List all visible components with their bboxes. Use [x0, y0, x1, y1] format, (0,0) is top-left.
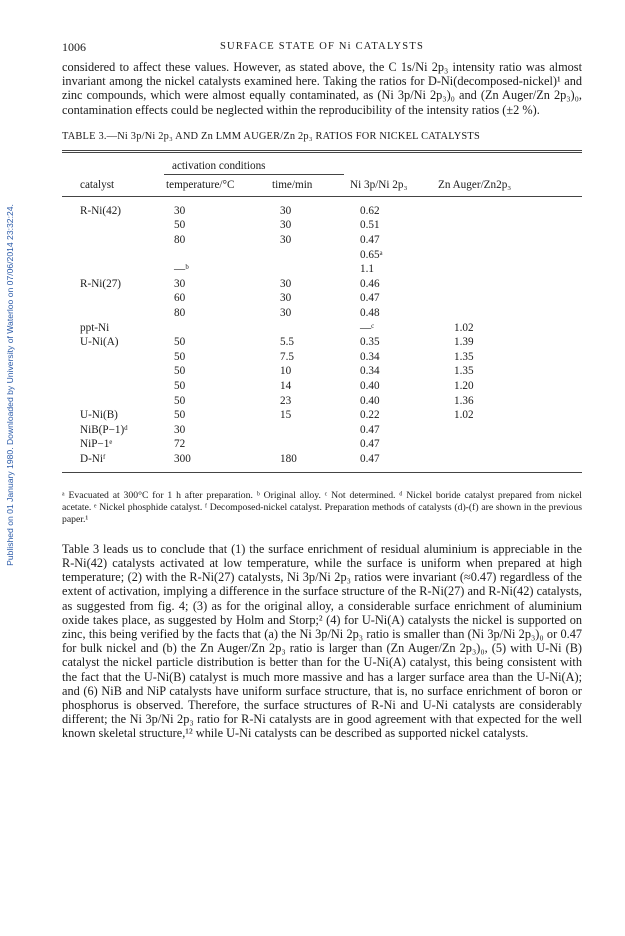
cell-time: 30	[280, 277, 292, 290]
cell-ni-ratio: 0.62	[360, 204, 380, 217]
intro-paragraph: considered to affect these values. However, as stated above, the C 1s/Ni 2p₃ intensity ratio was almost invariant among the nickel catalysts examined here. Taking the ratios for D-Ni(decomposed-nickel)¹ and zinc compounds, which were almost equally contaminated, as (Ni 3p/Ni 2p₃)₀ and (Zn Auger/Zn 2p₃)₀, contamination effects could be neglected within the reproducibility of the intensity ratios (±2 %).	[62, 60, 582, 117]
cell-catalyst: U-Ni(B)	[80, 409, 118, 422]
cell-catalyst: U-Ni(A)	[80, 336, 119, 349]
running-title: SURFACE STATE OF Ni CATALYSTS	[220, 41, 424, 52]
cell-zn-ratio: 1.35	[454, 350, 474, 363]
cell-temperature: 50	[174, 409, 186, 422]
cell-temperature: 80	[174, 234, 186, 246]
cell-temperature: 300	[174, 453, 191, 465]
cell-ni-ratio: 0.40	[360, 380, 380, 392]
cell-ni-ratio: 0.47	[360, 234, 380, 246]
cell-ni-ratio: 0.46	[360, 277, 380, 290]
cell-time: 30	[280, 292, 292, 305]
cell-ni-ratio: 0.47	[360, 423, 380, 436]
page-number: 1006	[62, 40, 86, 54]
cell-catalyst: D-Niᶠ	[80, 453, 106, 465]
cell-zn-ratio: 1.02	[454, 321, 474, 334]
col-header-zn-ratio: Zn Auger/Zn2p₃	[438, 178, 512, 191]
table-top-rule-double	[62, 152, 582, 153]
cell-time: 10	[280, 365, 292, 378]
cell-time: 23	[280, 394, 292, 407]
download-watermark	[2, 150, 18, 620]
download-watermark-text: Published on 01 January 1980. Downloaded by University of Waterloo on 07/06/2014 23:32:24.	[5, 204, 15, 566]
cell-temperature: 50	[174, 394, 186, 407]
conclusion-paragraph: Table 3 leads us to conclude that (1) the surface enrichment of residual aluminium is appreciable in the R-Ni(42) catalysts activated at low temperature, while the surface is uniform when prepared at high temperature; (2) with the R-Ni(27) catalysts, Ni 3p/Ni 2p₃ ratios were invariant (≈0.47) regardless of the extent of activation, implying a difference in the surface structure of the R-Ni(27) and R-Ni(42) catalysts, as suggested from fig. 4; (3) as for the original alloy, a considerable surface enrichment of aluminium oxide takes place, as suggested by Holm and Storp;² (4) for U-Ni(A) catalysts the nickel is supported on zinc, this being verified by the facts that (a) the Ni 3p/Ni 2p₃ ratio is smaller than (Ni 3p/Ni 2p₃)₀ or 0.47 for bulk nickel and (b) the Zn Auger/Zn 2p₃ ratio is larger than (Zn Auger/Zn 2p₃)₀, (5) with U-Ni (B) catalyst the nickel particle distribution is better than for the U-Ni(A) catalyst, this being consistent with the fact that the U-Ni(B) catalyst is much more massive and has a larger surface area than the U-Ni(A); and (6) NiB and NiP catalysts have uniform surface structure, that is, no surface enrichment of boron or phosphorus is observed. Therefore, the surface structures of R-Ni and U-Ni catalysts are considerably different; the Ni 3p/Ni 2p₃ ratio for R-Ni catalysts are in good agreement with that expected for the well known skeletal structure,¹² while U-Ni catalysts can be described as supported nickel catalysts.	[62, 541, 582, 741]
cell-ni-ratio: 1.1	[360, 263, 374, 276]
results-table	[62, 150, 582, 480]
cell-temperature: 50	[174, 365, 186, 378]
cell-zn-ratio: 1.36	[454, 394, 474, 407]
group-header-rule	[164, 174, 344, 175]
cell-ni-ratio: 0.65ᵃ	[360, 248, 383, 261]
cell-catalyst: NiB(P−1)ᵈ	[80, 423, 128, 436]
table-top-rule	[62, 150, 582, 151]
cell-time: 180	[280, 453, 297, 465]
col-header-catalyst: catalyst	[80, 178, 115, 191]
page-header	[62, 40, 582, 58]
cell-temperature: 50	[174, 350, 186, 363]
cell-time: 14	[280, 380, 292, 392]
cell-ni-ratio: 0.48	[360, 307, 380, 319]
page-body	[62, 40, 582, 741]
cell-ni-ratio: 0.40	[360, 394, 380, 407]
cell-ni-ratio: 0.47	[360, 453, 380, 465]
cell-ni-ratio: 0.34	[360, 350, 380, 363]
cell-time: 30	[280, 204, 292, 217]
cell-time: 7.5	[280, 350, 294, 363]
table-bottom-rule	[62, 472, 582, 473]
cell-ni-ratio: 0.34	[360, 365, 380, 378]
table-caption: TABLE 3.—Ni 3p/Ni 2p₃ AND Zn LMM AUGER/Zn 2p₃ RATIOS FOR NICKEL CATALYSTS	[62, 130, 480, 142]
cell-zn-ratio: 1.02	[454, 409, 474, 422]
cell-temperature: 30	[174, 423, 186, 436]
cell-temperature: 80	[174, 307, 186, 319]
cell-temperature: 50	[174, 380, 186, 392]
col-header-time: time/min	[272, 178, 313, 191]
cell-catalyst: ppt-Ni	[80, 321, 110, 334]
cell-temperature: 30	[174, 204, 186, 217]
cell-temperature: 50	[174, 219, 186, 232]
col-header-ni-ratio: Ni 3p/Ni 2p₃	[350, 178, 408, 191]
cell-time: 30	[280, 307, 292, 319]
table-footnote: ᵃ Evacuated at 300°C for 1 h after preparation. ᵇ Original alloy. ᶜ Not determined. ᵈ Nickel boride catalyst prepared from nickel acetate. ᵉ Nickel phosphide catalyst. ᶠ Decomposed-nickel catalyst. Preparation methods of catalysts (d)-(f) are shown in the previous paper.¹	[62, 489, 582, 525]
cell-time: 15	[280, 409, 292, 422]
cell-catalyst: R-Ni(27)	[80, 277, 122, 290]
cell-temperature: 72	[174, 438, 186, 451]
cell-ni-ratio: 0.47	[360, 438, 380, 451]
cell-time: 30	[280, 234, 292, 246]
cell-temperature: —ᵇ	[174, 263, 189, 276]
cell-temperature: 30	[174, 277, 186, 290]
cell-zn-ratio: 1.39	[454, 336, 474, 349]
cell-ni-ratio: 0.35	[360, 336, 380, 349]
cell-time: 30	[280, 219, 292, 232]
cell-temperature: 50	[174, 336, 186, 349]
cell-catalyst: R-Ni(42)	[80, 204, 122, 217]
col-header-temperature: temperature/°C	[166, 178, 235, 191]
cell-time: 5.5	[280, 336, 294, 349]
group-header-activation: activation conditions	[172, 159, 266, 172]
cell-ni-ratio: 0.51	[360, 219, 380, 232]
cell-zn-ratio: 1.35	[454, 365, 474, 378]
cell-catalyst: NiP−1ᵉ	[80, 438, 113, 451]
cell-ni-ratio: 0.47	[360, 292, 380, 305]
table-header-rule	[62, 196, 582, 197]
cell-zn-ratio: 1.20	[454, 380, 474, 392]
cell-temperature: 60	[174, 292, 186, 305]
cell-ni-ratio: 0.22	[360, 409, 380, 422]
cell-ni-ratio: —ᶜ	[360, 321, 375, 334]
